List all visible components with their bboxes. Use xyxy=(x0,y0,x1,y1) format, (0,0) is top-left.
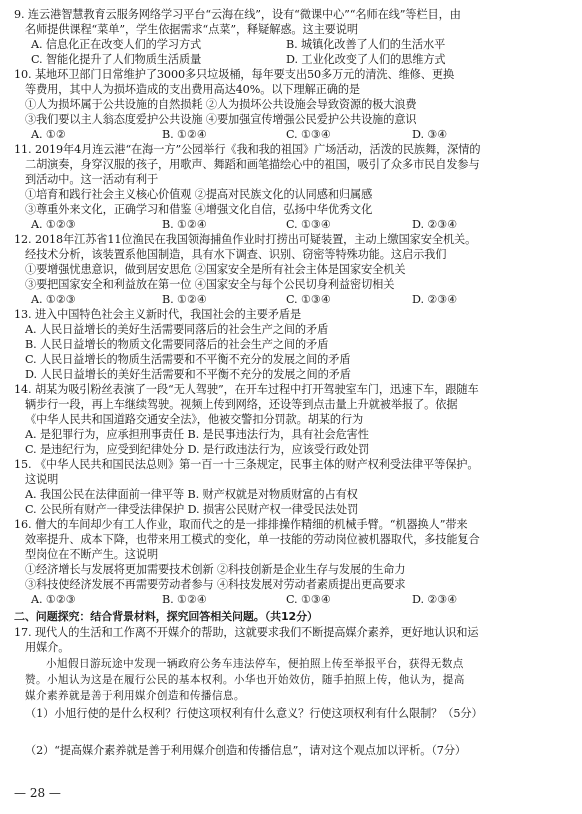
q12-option-c: C. ①③④ xyxy=(286,293,331,306)
q11-option-c: C. ①③④ xyxy=(286,218,331,231)
q15-line1: 15. 《中华人民共和国民法总则》第一百一十三条规定，民事主体的财产权利受法律平等保护。 xyxy=(14,458,479,471)
q10-line3: ①人为损坏属于公共设施的自然损耗 ②人为损坏公共设施会导致资源的极大浪费 xyxy=(25,98,417,111)
q9-option-b: B. 城镇化改善了人们的生活水平 xyxy=(286,38,446,51)
q13-option-c: C. 人民日益增长的物质生活需要和不平衡不充分的发展之间的矛盾 xyxy=(25,353,351,366)
q12-line1: 12. 2018年江苏省11位渔民在我国领海捕鱼作业时打捞出可疑装置，主动上缴国家安全机关。 xyxy=(14,233,477,246)
q14-options-cd: C. 是违纪行为，应受到纪律处分 D. 是行政违法行为，应该受行政处罚 xyxy=(25,443,370,456)
q17-passage-line1: 小旭假日游玩途中发现一辆政府公务车违法停车，便拍照上传至举报平台，获得无数点 xyxy=(46,658,464,670)
q14-line1: 14. 胡某为吸引粉丝表演了一段“无人驾驶”，在开车过程中打开驾驶室车门，迅速下车，跟随车 xyxy=(14,383,479,396)
q11-line1: 11. 2019年4月连云港“在海一方”公园举行《我和我的祖国》广场活动，活泼的民族舞，深情的 xyxy=(14,143,481,156)
q10-option-c: C. ①③④ xyxy=(286,128,331,141)
q12-option-d: D. ②③④ xyxy=(412,293,458,306)
q16-option-a: A. ①②③ xyxy=(31,593,76,606)
q13-option-d: D. 人民日益增长的美好生活需要和不平衡不充分的发展之间的矛盾 xyxy=(25,368,351,381)
q12-option-b: B. ①②④ xyxy=(162,293,207,306)
q12-line2: 经技术分析，该装置系他国制造，具有水下调查、识别、窃密等特殊功能。这启示我们 xyxy=(25,248,447,261)
q9-line1: 9. 连云港智慧教育云服务网络学习平台“云海在线”，设有“微课中心”“名师在线”等栏目，由 xyxy=(14,8,461,21)
q16-line3: 型岗位在不断产生。这说明 xyxy=(25,548,159,561)
q11-line4: ①培育和践行社会主义核心价值观 ②提高对民族文化的认同感和归属感 xyxy=(25,188,373,201)
page-number: — 28 — xyxy=(14,786,61,800)
q13-line1: 13. 进入中国特色社会主义新时代，我国社会的主要矛盾是 xyxy=(14,308,302,321)
q16-line2: 效率提升、成本下降，也带来用工模式的变化，单一技能的劳动岗位被机器取代，多技能复合 xyxy=(25,533,480,546)
q10-line2: 等费用，其中人为损坏造成的支出费用高达40%。以下理解正确的是 xyxy=(25,83,361,96)
q10-option-b: B. ①②④ xyxy=(162,128,207,141)
q11-option-d: D. ②③④ xyxy=(412,218,458,231)
q12-line3: ①要增强忧患意识，做到居安思危 ②国家安全是所有社会主体是国家安全机关 xyxy=(25,263,406,276)
q16-option-c: C. ①③④ xyxy=(286,593,331,606)
q17-subquestion-1: （1）小旭行使的是什么权利？行使这项权利有什么意义？行使这项权利有什么限制？（5分） xyxy=(25,707,483,720)
q14-options-ab: A. 是犯罪行为，应承担刑事责任 B. 是民事违法行为，具有社会危害性 xyxy=(25,428,369,441)
q11-option-b: B. ①②④ xyxy=(162,218,207,231)
q15-options-ab: A. 我国公民在法律面前一律平等 B. 财产权就是对物质财富的占有权 xyxy=(25,488,358,501)
q16-option-d: D. ②③④ xyxy=(412,593,458,606)
q11-option-a: A. ①②③ xyxy=(31,218,76,231)
q9-option-a: A. 信息化正在改变人们的学习方式 xyxy=(31,38,202,51)
q12-line4: ③要把国家安全和利益放在第一位 ④国家安全与每个公民切身利益密切相关 xyxy=(25,278,395,291)
q13-option-a: A. 人民日益增长的美好生活需要同落后的社会生产之间的矛盾 xyxy=(25,323,329,336)
q14-line2: 辆步行一段，再上车继续驾驶。视频上传到网络，还设等到点击量上升就被举报了。依据 xyxy=(25,398,458,411)
q16-option-b: B. ①②④ xyxy=(162,593,207,606)
q17-stem-line2: 用媒介。 xyxy=(25,641,70,654)
q15-options-cd: C. 公民所有财产一律受法律保护 D. 损害公民财产权一律受民法处罚 xyxy=(25,503,359,516)
q14-line3: 《中华人民共和国道路交通安全法》，他被交警扣分罚款。胡某的行为 xyxy=(25,413,364,426)
q12-option-a: A. ①②③ xyxy=(31,293,76,306)
q11-line3: 到活动中。这一活动有利于 xyxy=(25,173,159,186)
q16-line1: 16. 僧大的车间却少有工人作业，取而代之的是一排排操作精细的机械手臂。“机器换人”带来 xyxy=(14,518,468,531)
q10-line1: 10. 某地环卫部门日常维护了3000多只垃圾桶，每年要支出50多万元的清洗、维修、更换 xyxy=(14,68,455,81)
q9-line2: 名师提供课程“菜单”，学生依据需求“点菜”，释疑解惑。这主要说明 xyxy=(25,23,358,36)
q13-option-b: B. 人民日益增长的物质文化需要同落后的社会生产之间的矛盾 xyxy=(25,338,329,351)
q10-option-d: D. ③④ xyxy=(412,128,448,141)
q17-passage-line2: 赞。小旭认为这是在履行公民的基本权利。小华也开始效仿，随手拍照上传，他认为，提高 xyxy=(25,674,465,686)
q11-line2: 二胡演奏，身穿汉服的孩子，用歌声、舞蹈和画笔描绘心中的祖国，吸引了众多市民自发参与 xyxy=(25,158,480,171)
q9-option-d: D. 工业化改变了人们的思维方式 xyxy=(286,53,446,66)
q16-line4: ①经济增长与发展将更加需要技术创新 ②科技创新是企业生存与发展的生命力 xyxy=(25,563,406,576)
q15-line2: 这说明 xyxy=(25,473,59,486)
q11-line5: ③尊重外来文化，正确学习和借鉴 ④增强文化自信，弘扬中华优秀文化 xyxy=(25,203,373,216)
q16-line5: ③科技使经济发展不再需要劳动者参与 ④科技发展对劳动者素质提出更高要求 xyxy=(25,578,406,591)
q9-option-c: C. 智能化提升了人们物质生活质量 xyxy=(31,53,202,66)
q10-line4: ③我们要以主人翁态度爱护公共设施 ④要加强宣传增强公民爱护公共设施的意识 xyxy=(25,113,417,126)
q17-stem-line1: 17. 现代人的生活和工作离不开媒介的帮助，这就要求我们不断提高媒介素养，更好地认识和运 xyxy=(14,626,479,639)
q10-option-a: A. ①② xyxy=(31,128,66,141)
q17-subquestion-2: （2）“提高媒介素养就是善于利用媒介创造和传播信息”，请对这个观点加以评析。（7分） xyxy=(25,744,467,757)
q17-passage-line3: 媒介素养就是善于利用媒介创造和传播信息。 xyxy=(25,690,245,702)
section-heading: 二、问题探究：结合背景材料，探究回答相关问题。（共12分） xyxy=(14,610,318,623)
